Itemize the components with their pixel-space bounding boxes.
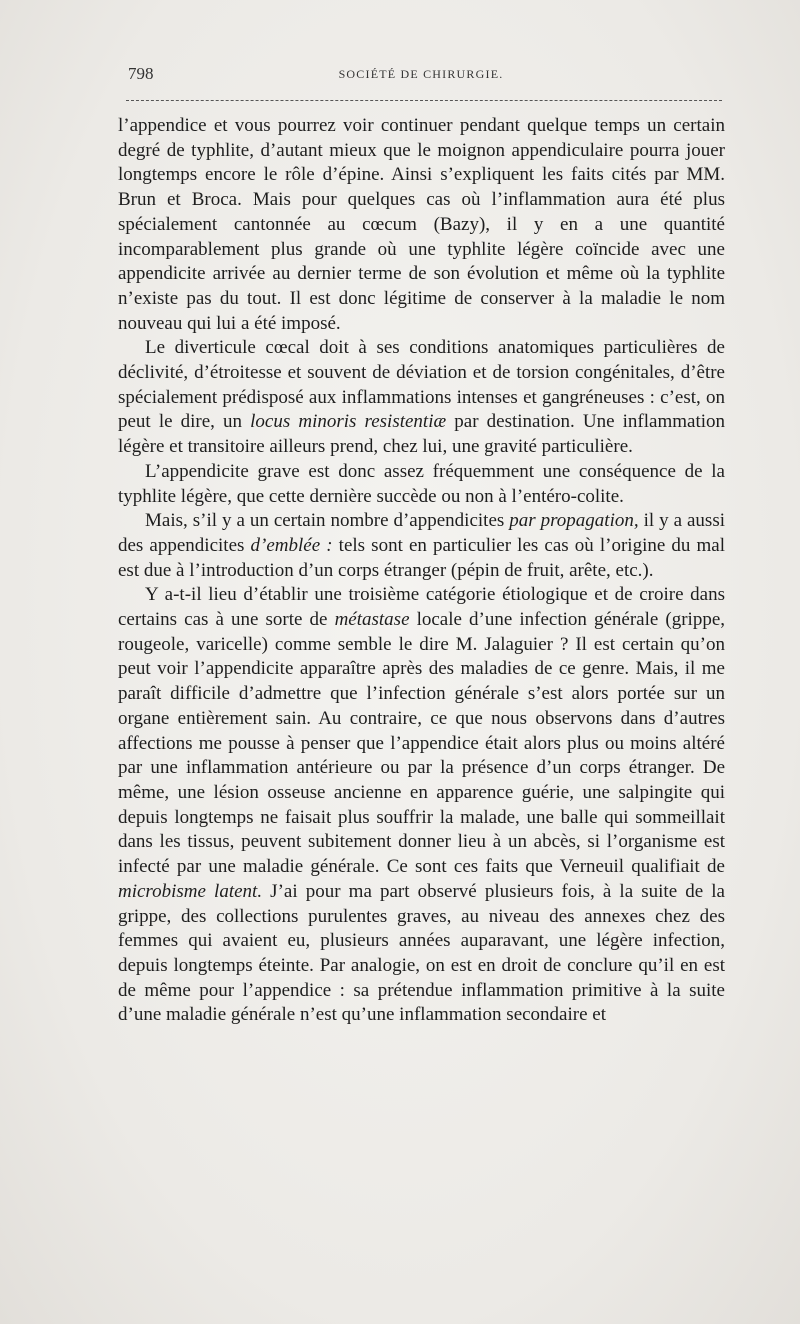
italic-phrase: microbisme latent. bbox=[118, 880, 263, 902]
text-run: Mais, s’il y a un certain nombre d’appendicites bbox=[145, 510, 510, 532]
body-text bbox=[118, 114, 725, 1028]
page-number: 798 bbox=[128, 64, 154, 83]
italic-phrase: locus minoris resistentiæ bbox=[250, 411, 447, 433]
header-rule bbox=[126, 100, 722, 101]
text-run: l’appendice et vous pourrez voir continuer pendant quelque temps un certain degré de typhlite, d’autant mieux que le moignon appendiculaire pourra jouer longtemps encore le rôle d’épine. Ainsi s’expliquent les faits cités par MM. Brun et Broca. Mais pour quelques cas où l’inflammation aura été plus spécialement cantonnée au cœcum (Bazy), il y en a une quantité incomparablement plus grande où une typhlite légère coïncide avec une appendicite arrivée au dernier terme de son évolution et même où la typhlite n’existe pas du tout. Il est donc légitime de conserver à la maladie le nom nouveau qui lui a été imposé. bbox=[118, 115, 725, 334]
text-run: il y a aussi des appendicites bbox=[118, 510, 726, 556]
text-run: L’appendicite grave est donc assez fréquemment une conséquence de la typhlite légère, que cette dernière succède ou non à l’entéro-colite. bbox=[118, 460, 725, 507]
italic-phrase: par propagation, bbox=[509, 510, 639, 532]
text-run: Y a-t-il lieu d’établir une troisième catégorie étiologique et de croire dans certains cas à une sorte de bbox=[118, 584, 725, 631]
italic-phrase: métastase bbox=[334, 609, 410, 631]
running-head: SOCIÉTÉ DE CHIRURGIE. bbox=[338, 67, 504, 81]
paragraph bbox=[118, 336, 725, 460]
italic-phrase: d’emblée : bbox=[250, 534, 333, 556]
paragraph bbox=[118, 583, 725, 1028]
text-run: J’ai pour ma part observé plusieurs fois, à la suite de la grippe, des collections purulentes graves, au niveau des annexes chez des femmes qui avaient eu, plusieurs années auparavant, une légère infection, depuis longtemps éteinte. Par analogie, on est en droit de conclure qu’il en est de même pour l’appendice : sa prétendue inflammation primitive à la suite d’une maladie générale n’est qu’une inflammation secondaire et bbox=[118, 880, 725, 1026]
page-header bbox=[120, 64, 722, 86]
text-run: locale d’une infection générale (grippe, rougeole, varicelle) comme semble le dire M. Jalaguier ? Il est certain qu’on peut voir l’appendicite apparaître après des maladies de ce genre. Mais, il me paraît difficile d’admettre que l’infection générale s’est alors portée sur un organe entièrement sain. Au contraire, ce que nous observons dans d’autres affections me pousse à penser que l’appendice était alors plus ou moins altéré par une inflammation antérieure ou par la présence d’un corps étranger. De même, une lésion osseuse ancienne en apparence guérie, une salpingite qui depuis longtemps ne faisait plus souffrir la malade, une balle qui sommeillait dans les tissus, peuvent subitement donner lieu à un abcès, si l’organisme est infecté par une maladie générale. Ce sont ces faits que Verneuil qualifiait de bbox=[118, 609, 725, 878]
paragraph bbox=[118, 460, 725, 509]
text-run: par destination. Une inflammation légère et transitoire ailleurs prend, chez lui, une gravité particulière. bbox=[118, 411, 726, 458]
text-run: tels sont en particulier les cas où l’origine du mal est due à l’introduction d’un corps étranger (pépin de fruit, arête, etc.). bbox=[118, 534, 725, 581]
paragraph bbox=[118, 114, 725, 336]
text-run: Le diverticule cœcal doit à ses conditions anatomiques particulières de déclivité, d’étroitesse et souvent de déviation et de torsion congénitales, d’être spécialement prédisposé aux inflammations intenses et gangréneuses : c’est, on peut le dire, un bbox=[118, 337, 725, 433]
paragraph bbox=[118, 509, 725, 583]
